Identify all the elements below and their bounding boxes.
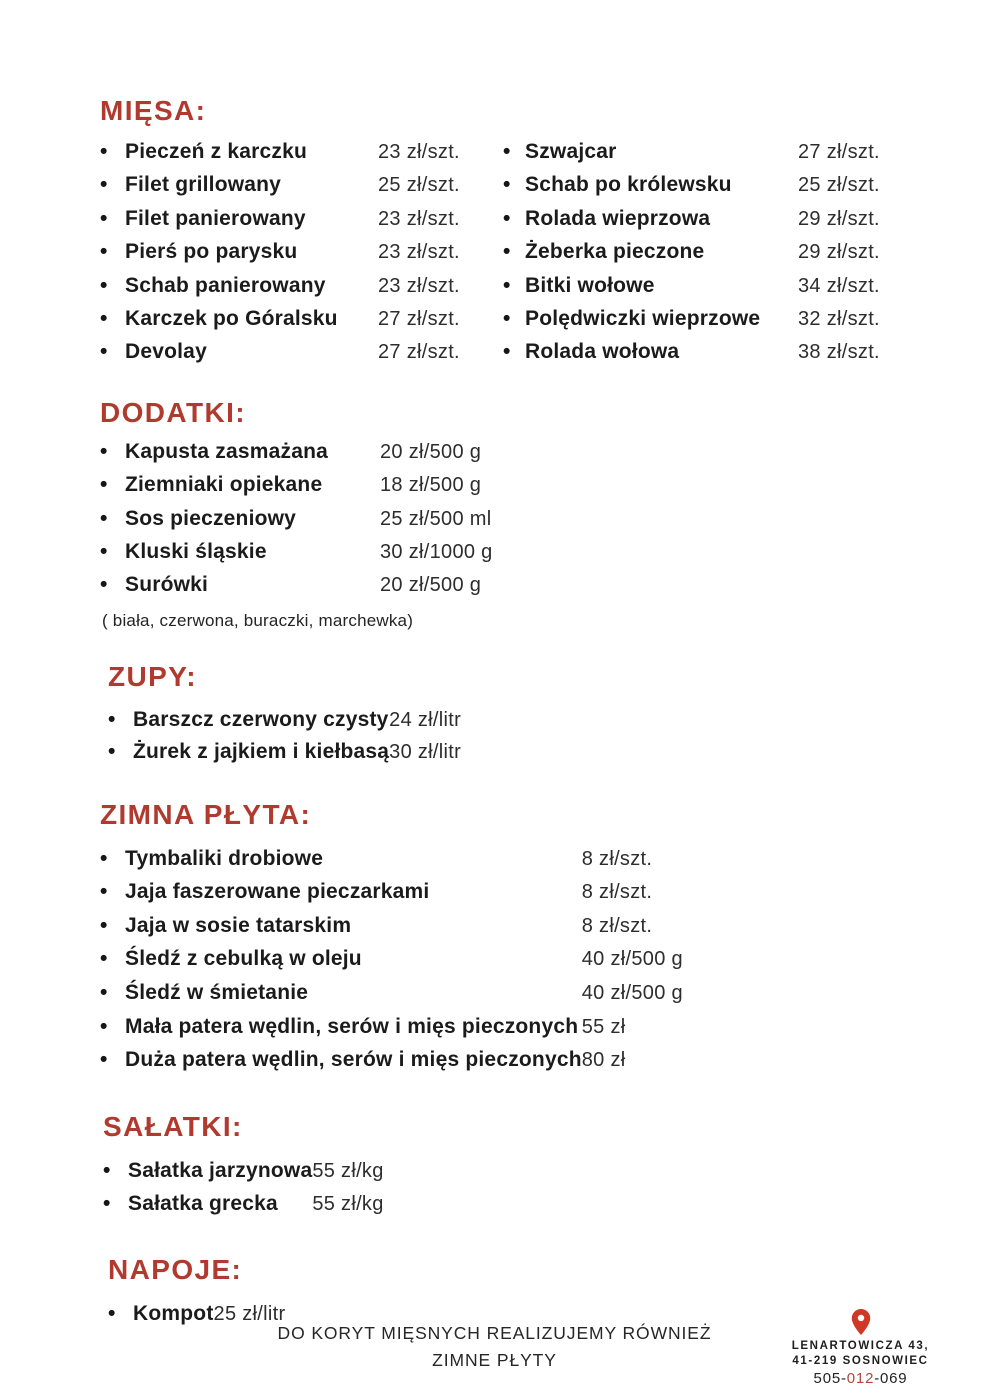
section-title-miesa: MIĘSA: (100, 95, 207, 126)
item-price: 27 zł/szt. (378, 341, 460, 364)
item-name: Surówki (125, 573, 209, 597)
item-name: Barszcz czerwony czysty (133, 707, 389, 731)
phone-number (768, 1370, 953, 1387)
menu-item (100, 947, 772, 981)
bullet-icon: • (100, 506, 108, 530)
section-title-zimna-plyta: ZIMNA PŁYTA: (100, 798, 312, 830)
bullet-icon: • (503, 273, 511, 297)
section-salatki (100, 1111, 949, 1226)
bullet-icon: • (108, 739, 116, 763)
item-price: 23 zł/szt. (378, 141, 460, 163)
section-title-salatki: SAŁATKI: (103, 1110, 243, 1142)
address-line2: 41-219 SOSNOWIEC (792, 1354, 929, 1367)
item-name: Jaja faszerowane pieczarkami (125, 880, 430, 904)
item-name: Pieczeń z karczku (125, 140, 307, 163)
item-price: 27 zł/szt. (378, 307, 460, 330)
section-title-napoje: NAPOJE: (108, 1253, 243, 1285)
item-price: 27 zł/szt. (798, 141, 880, 163)
menu-item (100, 507, 493, 540)
bullet-icon: • (100, 981, 108, 1005)
item-price: 24 zł/litr (389, 708, 462, 731)
menu-item (100, 173, 503, 206)
bullet-icon: • (100, 173, 108, 197)
item-name: Sałatka grecka (128, 1192, 278, 1216)
bullet-icon: • (100, 1014, 108, 1038)
item-price: 25 zł/litr (213, 1302, 286, 1325)
menu-item (503, 207, 949, 240)
menu-item (100, 573, 493, 606)
menu-item (503, 307, 949, 340)
item-price: 32 zł/szt. (798, 307, 880, 330)
item-price: 80 zł (581, 1049, 626, 1072)
bullet-icon: • (503, 340, 511, 364)
item-price: 23 zł/szt. (378, 241, 460, 264)
item-price: 25 zł/szt. (798, 174, 880, 197)
menu-item (503, 173, 949, 206)
menu-item (100, 240, 503, 273)
item-price: 55 zł/kg (312, 1159, 384, 1182)
menu-column (100, 708, 579, 772)
menu-item (100, 740, 579, 772)
menu-item (100, 981, 772, 1015)
item-name: Sos pieczeniowy (125, 506, 297, 530)
item-price: 20 zł/500 g (380, 574, 482, 597)
item-name: Mała patera wędlin, serów i mięs pieczonych (125, 1014, 579, 1038)
menu-item (100, 847, 772, 881)
bullet-icon: • (108, 707, 116, 731)
section-zimna-plyta (100, 799, 949, 1082)
menu-column (100, 440, 493, 607)
item-price: 29 zł/szt. (798, 241, 880, 264)
menu-item (100, 708, 579, 740)
bullet-icon: • (100, 913, 108, 937)
menu-item (100, 274, 503, 307)
menu-item (100, 473, 493, 506)
menu-item (100, 914, 772, 948)
bullet-icon: • (503, 173, 511, 197)
item-name: Tymbaliki drobiowe (125, 846, 324, 870)
item-name: Kluski śląskie (125, 539, 267, 563)
menu-item (100, 207, 503, 240)
item-name: Duża patera wędlin, serów i mięs pieczonych (125, 1048, 582, 1072)
bullet-icon: • (100, 947, 108, 971)
item-name: Śledź w śmietanie (125, 981, 309, 1005)
item-price: 40 zł/500 g (581, 982, 683, 1005)
menu-item (100, 1048, 772, 1082)
item-name: Karczek po Góralsku (125, 306, 338, 330)
section-dodatki (100, 397, 949, 631)
bullet-icon: • (108, 1301, 116, 1325)
item-name: Bitki wołowe (525, 273, 655, 297)
item-name: Kompot (133, 1301, 214, 1325)
item-name: Żeberka pieczone (525, 240, 705, 264)
item-price: 25 zł/500 ml (380, 507, 492, 530)
bullet-icon: • (103, 1192, 111, 1216)
item-name: Rolada wołowa (525, 340, 680, 364)
bullet-icon: • (100, 1048, 108, 1072)
item-name: Devolay (125, 340, 207, 364)
item-price: 8 zł/szt. (581, 847, 653, 870)
menu-item (100, 307, 503, 340)
phone-suffix: -069 (874, 1370, 908, 1387)
phone-prefix: 505- (813, 1370, 847, 1387)
item-price: 34 zł/szt. (798, 274, 880, 297)
bullet-icon: • (100, 206, 108, 230)
bullet-icon: • (100, 340, 108, 364)
item-name: Sałatka jarzynowa (128, 1158, 313, 1182)
menu-item (100, 340, 503, 373)
menu-column (100, 1159, 502, 1226)
section-miesa (100, 95, 949, 374)
bullet-icon: • (100, 573, 108, 597)
bullet-icon: • (503, 306, 511, 330)
bullet-icon: • (100, 240, 108, 264)
address-block (768, 1308, 953, 1387)
menu-sections (100, 95, 949, 1335)
item-name: Schab panierowany (125, 273, 326, 297)
section-note: ( biała, czerwona, buraczki, marchewka) (102, 610, 414, 630)
bullet-icon: • (100, 846, 108, 870)
item-price: 23 zł/szt. (378, 207, 460, 230)
item-price: 40 zł/500 g (581, 948, 683, 971)
location-pin-icon (850, 1308, 872, 1336)
address-line1: LENARTOWICZA 43, (791, 1340, 930, 1352)
item-name: Filet grillowany (125, 173, 282, 197)
menu-item (100, 440, 493, 473)
item-price: 18 zł/500 g (380, 474, 482, 497)
bullet-icon: • (100, 306, 108, 330)
item-name: Ziemniaki opiekane (125, 473, 323, 497)
section-title-zupy: ZUPY: (108, 660, 197, 692)
menu-column (503, 140, 949, 374)
item-price: 55 zł/kg (312, 1193, 384, 1216)
menu-item (100, 1159, 502, 1192)
bullet-icon: • (100, 539, 108, 563)
item-price: 29 zł/szt. (798, 207, 880, 230)
bullet-icon: • (100, 473, 108, 497)
bullet-icon: • (503, 206, 511, 230)
item-name: Jaja w sosie tatarskim (125, 913, 352, 937)
menu-item (503, 240, 949, 273)
bullet-icon: • (100, 880, 108, 904)
item-price: 55 zł (581, 1015, 626, 1038)
phone-middle: 012 (846, 1370, 875, 1387)
bullet-icon: • (503, 240, 511, 264)
item-price: 38 zł/szt. (798, 341, 880, 364)
item-name: Rolada wieprzowa (525, 206, 711, 230)
menu-item (100, 1015, 772, 1049)
bullet-icon: • (103, 1158, 111, 1182)
item-price: 8 zł/szt. (581, 881, 653, 904)
menu-column (100, 140, 503, 374)
item-name: Pierś po parysku (125, 240, 298, 264)
item-name: Schab po królewsku (525, 173, 732, 197)
section-title-dodatki: DODATKI: (100, 396, 246, 428)
menu-item (100, 880, 772, 914)
footer-note-line2: ZIMNE PŁYTY (432, 1350, 557, 1370)
menu-item (100, 1192, 502, 1225)
item-name: Śledź z cebulką w oleju (125, 947, 362, 971)
bullet-icon: • (100, 439, 108, 463)
item-price: 30 zł/1000 g (380, 540, 493, 563)
menu-item (503, 140, 949, 173)
menu-item (503, 340, 949, 373)
section-zupy (100, 661, 949, 772)
menu-column (100, 847, 772, 1082)
bullet-icon: • (100, 273, 108, 297)
item-name: Kapusta zasmażana (125, 439, 328, 463)
footer-note-line1: DO KORYT MIĘSNYCH REALIZUJEMY RÓWNIEŻ (277, 1323, 712, 1343)
bullet-icon: • (503, 140, 511, 163)
item-name: Polędwiczki wieprzowe (525, 306, 761, 330)
bullet-icon: • (100, 140, 108, 163)
item-name: Żurek z jajkiem i kiełbasą (133, 739, 390, 763)
item-price: 23 zł/szt. (378, 274, 460, 297)
item-name: Filet panierowany (125, 206, 306, 230)
menu-item (100, 140, 503, 173)
menu-item (100, 540, 493, 573)
menu-item (503, 274, 949, 307)
item-price: 8 zł/szt. (581, 914, 653, 937)
item-price: 20 zł/500 g (380, 440, 482, 463)
item-name: Szwajcar (525, 140, 617, 163)
item-price: 30 zł/litr (389, 740, 462, 763)
item-price: 25 zł/szt. (378, 174, 460, 197)
